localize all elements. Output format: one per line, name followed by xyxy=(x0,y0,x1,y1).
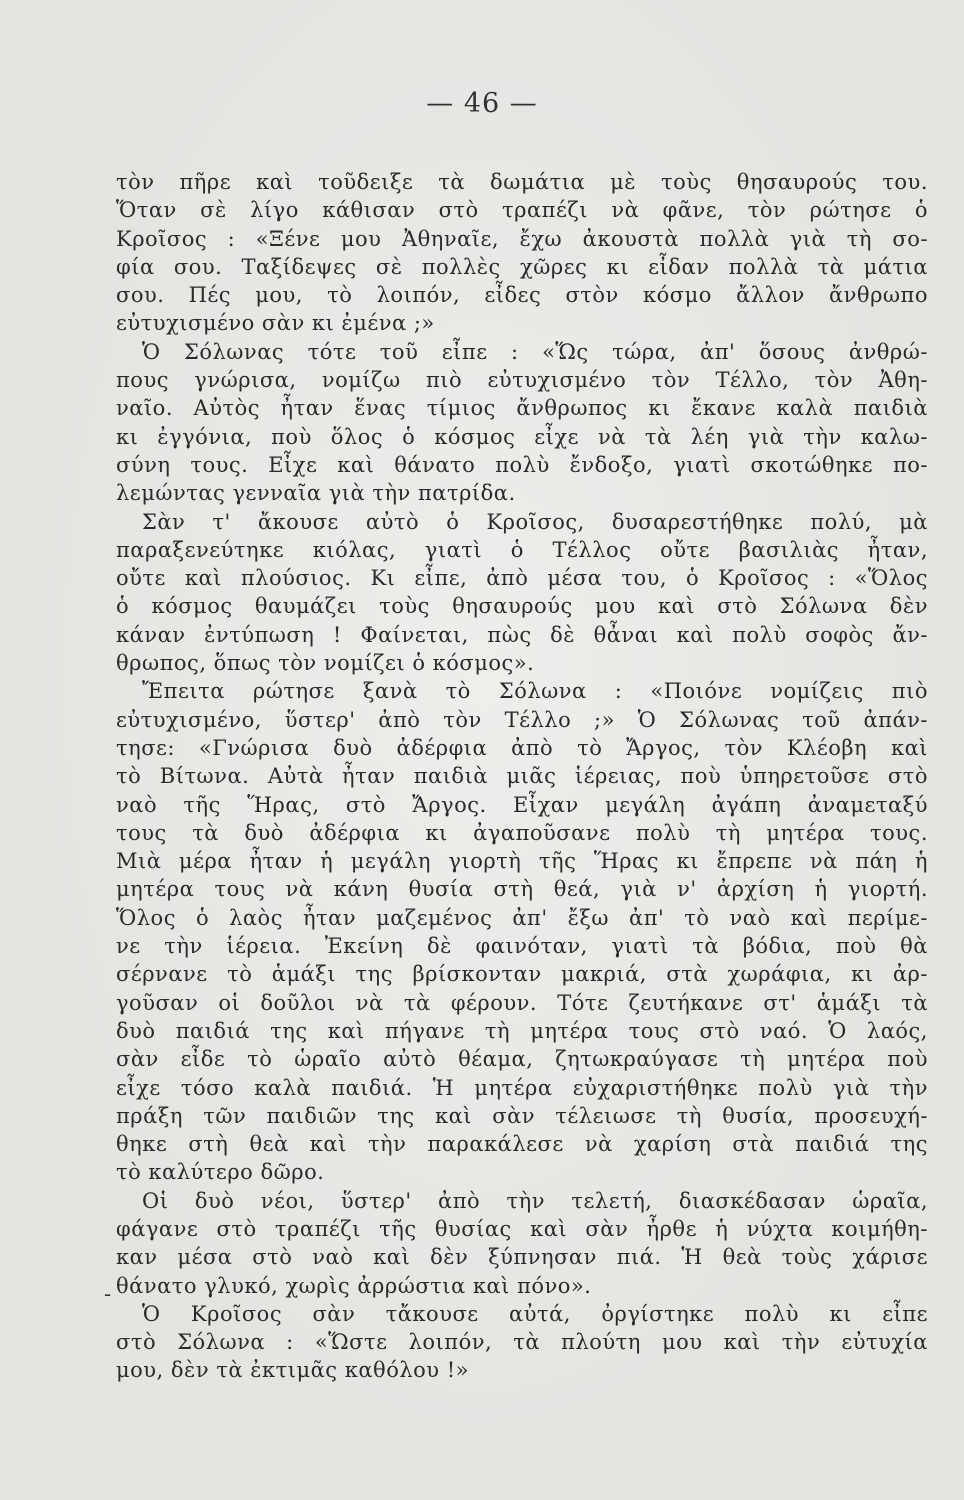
text-line: ναῖο. Αὐτὸς ἦταν ἕνας τίμιος ἄνθρωπος κι ἔκανε καλὰ παιδιὰ xyxy=(116,396,928,421)
text-line: πους γνώρισα, νομίζω πιὸ εὐτυχισμένο τὸν Τέλλο, τὸν Ἀθη- xyxy=(116,368,928,393)
text-line: Μιὰ μέρα ἦταν ἡ μεγάλη γιορτὴ τῆς Ἥρας κι ἔπρεπε νὰ πάη ἡ xyxy=(116,849,928,874)
text-line: θηκε στὴ θεὰ καὶ τὴν παρακάλεσε νὰ χαρίση στὰ παιδιά της xyxy=(116,1132,928,1157)
text-line: σὰν εἶδε τὸ ὡραῖο αὐτὸ θέαμα, ζητωκραύγασε τὴ μητέρα ποὺ xyxy=(116,1047,928,1072)
text-line: σου. Πές μου, τὸ λοιπόν, εἶδες στὸν κόσμο ἄλλον ἄνθρωπο xyxy=(116,283,928,308)
text-line: Ἔπειτα ρώτησε ξανὰ τὸ Σόλωνα : «Ποιόνε νομίζεις πιὸ xyxy=(142,679,928,704)
margin-mark: - xyxy=(104,1282,112,1306)
body-text xyxy=(116,168,928,1385)
text-line: τους τὰ δυὸ ἀδέρφια κι ἀγαποῦσανε πολὺ τὴ μητέρα τους. xyxy=(116,820,928,845)
text-line: Ὁ Κροῖσος σὰν τἄκουσε αὐτά, ὀργίστηκε πολὺ κι εἶπε xyxy=(142,1301,928,1326)
page-number: — 46 — xyxy=(426,88,538,119)
text-line: παραξενεύτηκε κιόλας, γιατὶ ὁ Τέλλος οὔτε βασιλιὰς ἦταν, xyxy=(116,537,928,562)
text-line: τησε: «Γνώρισα δυὸ ἀδέρφια ἀπὸ τὸ Ἄργος, τὸν Κλέοβη καὶ xyxy=(116,735,928,760)
text-line: Οἱ δυὸ νέοι, ὕστερ' ἀπὸ τὴν τελετή, διασκέδασαν ὡραῖα, xyxy=(142,1188,928,1213)
text-line: δυὸ παιδιά της καὶ πήγανε τὴ μητέρα τους στὸ ναό. Ὁ λαός, xyxy=(116,1018,928,1043)
text-line: καν μέσα στὸ ναὸ καὶ δὲν ξύπνησαν πιά. Ἡ θεὰ τοὺς χάρισε xyxy=(116,1245,928,1270)
text-line: Κροῖσος : «Ξένε μου Ἀθηναῖε, ἔχω ἀκουστὰ πολλὰ γιὰ τὴ σο- xyxy=(116,226,928,251)
text-line: κι ἐγγόνια, ποὺ ὅλος ὁ κόσμος εἶχε νὰ τὰ λέη γιὰ τὴν καλω- xyxy=(116,424,928,449)
text-line: Ὅταν σὲ λίγο κάθισαν στὸ τραπέζι νὰ φᾶνε, τὸν ρώτησε ὁ xyxy=(116,198,928,223)
text-line: Σὰν τ' ἄκουσε αὐτὸ ὁ Κροῖσος, δυσαρεστήθηκε πολύ, μὰ xyxy=(142,509,928,534)
text-line: λεμώντας γενναῖα γιὰ τὴν πατρίδα. xyxy=(116,481,516,506)
text-line: τὸ Βίτωνα. Αὐτὰ ἦταν παιδιὰ μιᾶς ἱέρειας, ποὺ ὑπηρετοῦσε στὸ xyxy=(116,764,928,789)
text-line: ναὸ τῆς Ἥρας, στὸ Ἄργος. Εἶχαν μεγάλη ἀγάπη ἀναμεταξύ xyxy=(116,792,928,817)
text-line: φάγανε στὸ τραπέζι τῆς θυσίας καὶ σὰν ἦρθε ἡ νύχτα κοιμήθη- xyxy=(116,1216,928,1241)
text-line: εὐτυχισμένο, ὕστερ' ἀπὸ τὸν Τέλλο ;» Ὁ Σόλωνας τοῦ ἀπάν- xyxy=(116,707,928,732)
text-line: γοῦσαν οἱ δοῦλοι νὰ τὰ φέρουν. Τότε ζευτήκανε στ' ἁμάξι τὰ xyxy=(116,990,928,1015)
text-line: οὔτε καὶ πλούσιος. Κι εἶπε, ἀπὸ μέσα του, ὁ Κροῖσος : «Ὅλος xyxy=(116,566,928,591)
text-line: τὸ καλύτερο δῶρο. xyxy=(116,1160,325,1185)
text-line: Ὁ Σόλωνας τότε τοῦ εἶπε : «Ὥς τώρα, ἀπ' ὅσους ἀνθρώ- xyxy=(142,339,928,364)
text-line: τὸν πῆρε καὶ τοῦδειξε τὰ δωμάτια μὲ τοὺς θησαυρούς του. xyxy=(116,170,928,194)
text-line: μητέρα τους νὰ κάνη θυσία στὴ θεά, γιὰ ν' ἀρχίση ἡ γιορτή. xyxy=(116,877,928,902)
text-line: θάνατο γλυκό, χωρὶς ἀρρώστια καὶ πόνο». xyxy=(116,1273,592,1298)
text-line: πράξη τῶν παιδιῶν της καὶ σὰν τέλειωσε τὴ θυσία, προσευχή- xyxy=(116,1103,928,1128)
text-line: νε τὴν ἱέρεια. Ἐκείνη δὲ φαινόταν, γιατὶ τὰ βόδια, ποὺ θὰ xyxy=(116,934,928,959)
text-line: θρωπος, ὅπως τὸν νομίζει ὁ κόσμος». xyxy=(116,651,535,676)
text-line: μου, δὲν τὰ ἐκτιμᾶς καθόλου !» xyxy=(116,1358,470,1383)
text-line: στὸ Σόλωνα : «Ὥστε λοιπόν, τὰ πλούτη μου καὶ τὴν εὐτυχία xyxy=(116,1330,928,1355)
text-line: φία σου. Ταξίδεψες σὲ πολλὲς χῶρες κι εἶδαν πολλὰ τὰ μάτια xyxy=(116,254,928,279)
text-line: εἶχε τόσο καλὰ παιδιά. Ἡ μητέρα εὐχαριστήθηκε πολὺ γιὰ τὴν xyxy=(116,1075,928,1100)
text-line: ὁ κόσμος θαυμάζει τοὺς θησαυρούς μου καὶ στὸ Σόλωνα δὲν xyxy=(116,594,928,619)
text-line: σέρνανε τὸ ἁμάξι της βρίσκονταν μακριά, στὰ χωράφια, κι ἀρ- xyxy=(116,962,928,987)
text-line: εὐτυχισμένο σὰν κι ἐμένα ;» xyxy=(116,311,435,336)
text-line: Ὅλος ὁ λαὸς ἦταν μαζεμένος ἀπ' ἔξω ἀπ' τὸ ναὸ καὶ περίμε- xyxy=(116,905,928,930)
text-line: κάναν ἐντύπωση ! Φαίνεται, πὼς δὲ θἆναι καὶ πολὺ σοφὸς ἄν- xyxy=(116,622,928,647)
text-line: σύνη τους. Εἶχε καὶ θάνατο πολὺ ἔνδοξο, γιατὶ σκοτώθηκε πο- xyxy=(116,452,928,477)
